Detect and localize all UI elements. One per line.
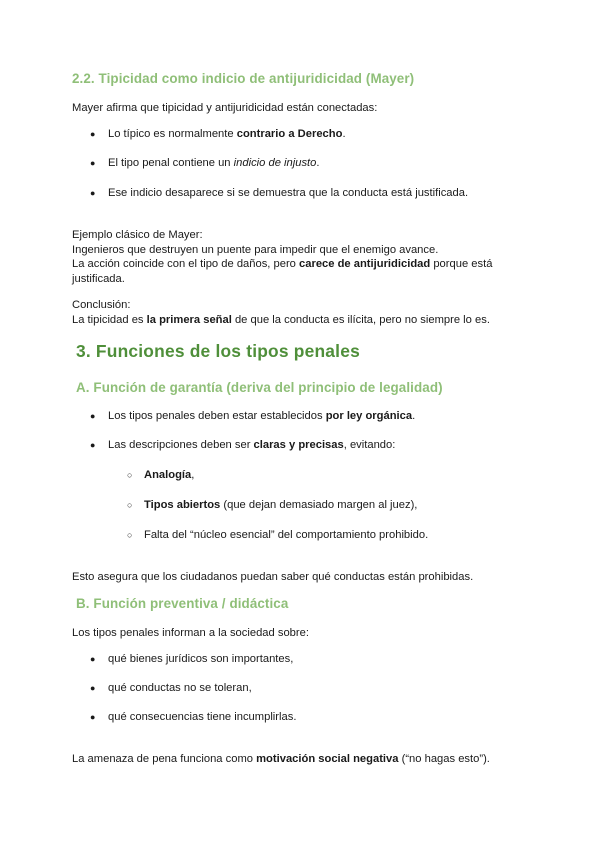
- bullet-icon: ●: [90, 440, 96, 450]
- conclusion-label: Conclusión:: [72, 299, 131, 311]
- bullet-icon: ●: [90, 411, 96, 421]
- subsection-heading-b: B. Función preventiva / didáctica: [76, 596, 289, 611]
- bullet-icon: ●: [90, 712, 96, 722]
- list-item: Las descripciones deben ser claras y precisas, evitando:: [108, 439, 396, 451]
- bullet-icon: ●: [90, 654, 96, 664]
- bullet-icon: ●: [90, 158, 96, 168]
- bullet-icon: ●: [90, 188, 96, 198]
- example-line: justificada.: [72, 273, 125, 285]
- circle-bullet-icon: ○: [127, 530, 133, 540]
- list-item: Ese indicio desaparece si se demuestra que la conducta está justificada.: [108, 187, 469, 199]
- paragraph-closing-b: La amenaza de pena funciona como motivación social negativa (“no hagas esto”).: [72, 753, 490, 765]
- list-item: qué conductas no se toleran,: [108, 682, 252, 694]
- section-heading-3: 3. Funciones de los tipos penales: [76, 341, 360, 361]
- list-item: Los tipos penales deben estar establecidos por ley orgánica.: [108, 410, 416, 422]
- example-line: La acción coincide con el tipo de daños, pero carece de antijuridicidad porque está: [72, 258, 493, 270]
- list-item: qué consecuencias tiene incumplirlas.: [108, 711, 297, 723]
- circle-bullet-icon: ○: [127, 470, 133, 480]
- sub-list-item: Tipos abiertos (que dejan demasiado margen al juez),: [144, 499, 418, 511]
- section-heading-2-2: 2.2. Tipicidad como indicio de antijuridicidad (Mayer): [72, 71, 415, 86]
- bullet-icon: ●: [90, 129, 96, 139]
- list-item: Lo típico es normalmente contrario a Derecho.: [108, 128, 346, 140]
- sub-list-item: Falta del “núcleo esencial” del comportamiento prohibido.: [144, 529, 429, 541]
- paragraph-intro: Mayer afirma que tipicidad y antijuridicidad están conectadas:: [72, 102, 378, 114]
- paragraph-intro-b: Los tipos penales informan a la sociedad sobre:: [72, 627, 309, 639]
- bullet-icon: ●: [90, 683, 96, 693]
- list-item: qué bienes jurídicos son importantes,: [108, 653, 294, 665]
- conclusion-text: La tipicidad es la primera señal de que la conducta es ilícita, pero no siempre lo es.: [72, 314, 490, 326]
- circle-bullet-icon: ○: [127, 500, 133, 510]
- subsection-heading-a: A. Función de garantía (deriva del principio de legalidad): [76, 380, 443, 395]
- example-label: Ejemplo clásico de Mayer:: [72, 229, 203, 241]
- paragraph-closing-a: Esto asegura que los ciudadanos puedan saber qué conductas están prohibidas.: [72, 571, 474, 583]
- sub-list-item: Analogía,: [144, 469, 195, 481]
- list-item: El tipo penal contiene un indicio de injusto.: [108, 157, 320, 169]
- example-line: Ingenieros que destruyen un puente para impedir que el enemigo avance.: [72, 244, 439, 256]
